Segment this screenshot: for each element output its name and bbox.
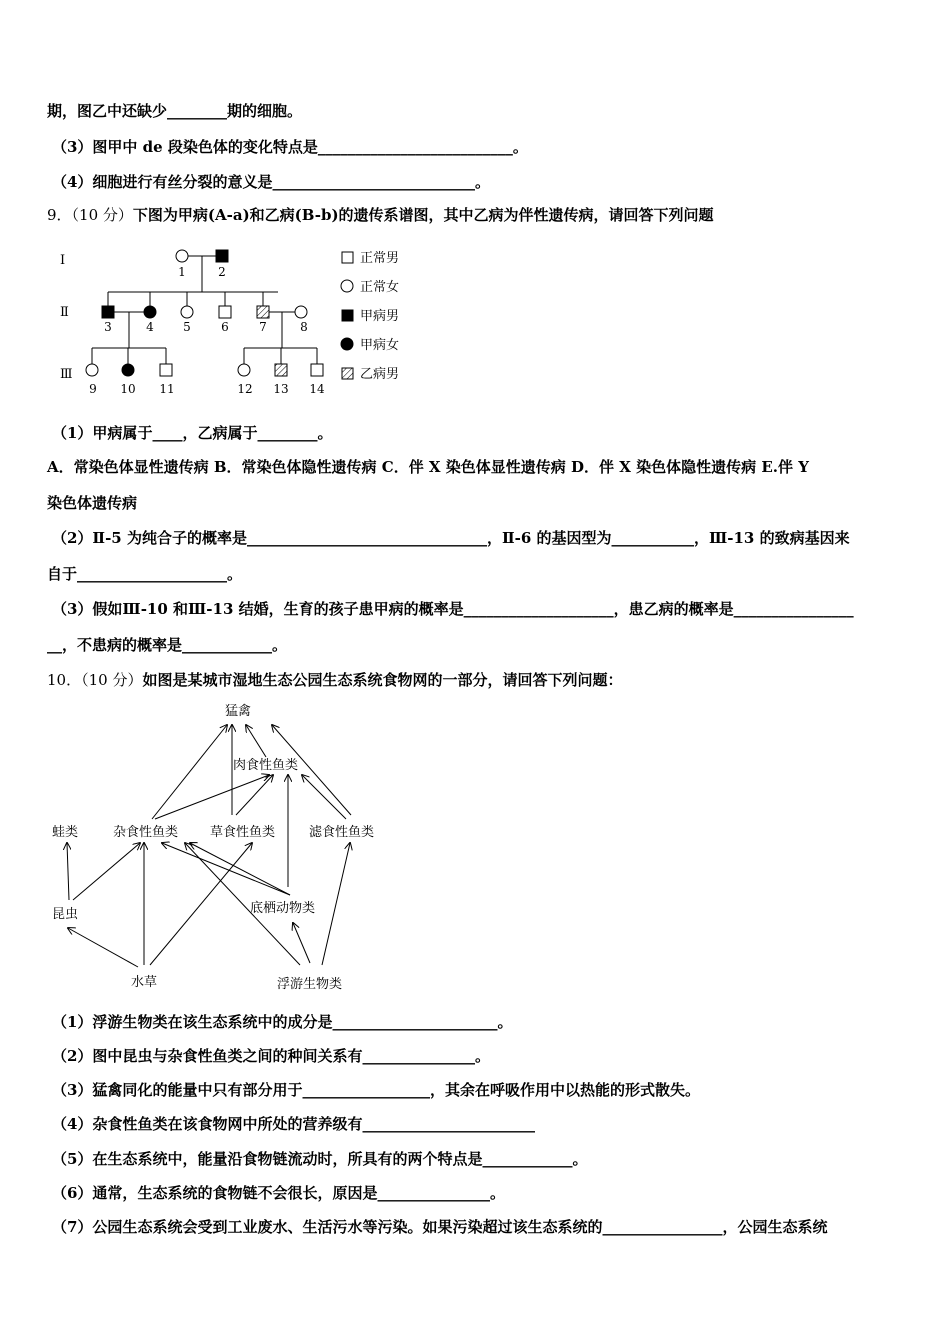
label-14: 14 <box>309 382 325 396</box>
arrow-benthic-herbivore <box>190 843 290 895</box>
q9-part2-cont: 自于____________________。 <box>47 565 243 583</box>
legend-text-normal-female: 正常女 <box>360 280 400 295</box>
individual-2 <box>216 250 228 262</box>
arrow-plant-insect <box>68 928 138 967</box>
individual-5 <box>181 306 193 318</box>
text-line-2: （3）图甲中 de 段染色体的变化特点是__________________________。 <box>52 138 528 156</box>
node-frog: 蛙类 <box>52 825 79 840</box>
arrow-plankton-filter <box>322 843 350 965</box>
node-herbivore: 草食性鱼类 <box>210 825 276 840</box>
label-9: 9 <box>89 382 97 396</box>
pedigree-chart <box>50 240 420 400</box>
individual-13 <box>275 364 287 376</box>
label-11: 11 <box>159 382 175 396</box>
label-10: 10 <box>120 382 136 396</box>
q10-part1: （1）浮游生物类在该生态系统中的成分是______________________。 <box>52 1013 513 1031</box>
label-7: 7 <box>259 320 267 334</box>
legend-text-b-male: 乙病男 <box>360 367 400 382</box>
generation-label-3: Ⅲ <box>60 367 73 382</box>
text-line-3: （4）细胞进行有丝分裂的意义是___________________________。 <box>52 173 490 191</box>
arrow-insect-frog <box>67 843 69 900</box>
legend-symbol-normal-male <box>342 252 353 263</box>
arrow-omnivore-carnivore <box>155 775 269 819</box>
legend-symbol-normal-female <box>341 280 353 292</box>
text-line-1: 期，图乙中还缺少________期的细胞。 <box>47 102 303 120</box>
label-2: 2 <box>218 265 226 279</box>
food-web-diagram <box>40 695 400 995</box>
q10-part2: （2）图中昆虫与杂食性鱼类之间的种间关系有_______________。 <box>52 1047 490 1065</box>
label-3: 3 <box>104 320 112 334</box>
q10-part6: （6）通常，生态系统的食物链不会很长，原因是_______________。 <box>52 1184 505 1202</box>
legend-text-a-male: 甲病男 <box>360 309 400 324</box>
individual-10 <box>122 364 134 376</box>
individual-14 <box>311 364 323 376</box>
individual-1 <box>176 250 188 262</box>
q10-part5: （5）在生态系统中，能量沿食物链流动时，所具有的两个特点是____________。 <box>52 1150 588 1168</box>
q9-part1: （1）甲病属于____，乙病属于________。 <box>52 424 333 442</box>
individual-6 <box>219 306 231 318</box>
individual-8 <box>295 306 307 318</box>
question-9-number: 9．（10 分） <box>47 206 133 224</box>
label-8: 8 <box>300 320 308 334</box>
arrow-insect-omnivore <box>73 843 140 900</box>
node-omnivore: 杂食性鱼类 <box>113 825 179 840</box>
q9-options: A．常染色体显性遗传病 B．常染色体隐性遗传病 C．伴 X 染色体显性遗传病 D．伴 X 染色体隐性遗传病 E.伴 Y <box>47 458 809 476</box>
q9-part3: （3）假如Ⅲ-10 和Ⅲ-13 结婚，生育的孩子患甲病的概率是____________________，患乙病的概率是________________ <box>52 600 854 618</box>
individual-7 <box>257 306 269 318</box>
q10-part4: （4）杂食性鱼类在该食物网中所处的营养级有_______________________ <box>52 1115 535 1133</box>
label-4: 4 <box>146 320 154 334</box>
arrow-carnivore-raptor <box>246 725 266 757</box>
question-10-number: 10．（10 分） <box>47 671 143 689</box>
label-6: 6 <box>221 320 229 334</box>
arrow-plankton-benthic <box>293 923 310 963</box>
q9-options-cont: 染色体遗传病 <box>47 494 138 512</box>
node-insect: 昆虫 <box>52 907 79 922</box>
question-10-stem <box>47 670 622 690</box>
node-carnivore: 肉食性鱼类 <box>233 758 299 773</box>
node-plant: 水草 <box>131 975 158 990</box>
q9-part2: （2）Ⅱ-5 为纯合子的概率是________________________________，Ⅱ-6 的基因型为___________，Ⅲ-13 的致病基因来 <box>52 529 850 547</box>
legend-symbol-b-male <box>342 368 353 379</box>
question-9-text: 下图为甲病(A-a)和乙病(B-b)的遗传系谱图，其中乙病为伴性遗传病，请回答下列问题 <box>132 206 714 224</box>
arrow-filter-carnivore <box>302 775 346 819</box>
label-5: 5 <box>183 320 191 334</box>
label-1: 1 <box>178 265 186 279</box>
q9-part3-cont: __，不患病的概率是____________。 <box>47 636 288 654</box>
node-raptor: 猛禽 <box>225 704 252 719</box>
arrow-plant-herbivore <box>150 843 252 965</box>
individual-12 <box>238 364 250 376</box>
generation-label-1: Ⅰ <box>60 253 66 268</box>
individual-3 <box>102 306 114 318</box>
individual-4 <box>144 306 156 318</box>
question-9-stem <box>47 205 714 225</box>
node-plankton: 浮游生物类 <box>277 977 343 992</box>
q10-part7: （7）公园生态系统会受到工业废水、生活污水等污染。如果污染超过该生态系统的________________，公园生态系统 <box>52 1218 828 1236</box>
node-benthic: 底栖动物类 <box>250 901 316 916</box>
node-filter: 滤食性鱼类 <box>309 825 375 840</box>
q10-part3: （3）猛禽同化的能量中只有部分用于_________________，其余在呼吸作用中以热能的形式散失。 <box>52 1081 700 1099</box>
question-10-text: 如图是某城市湿地生态公园生态系统食物网的一部分，请回答下列问题： <box>142 671 623 689</box>
generation-label-2: Ⅱ <box>60 305 69 320</box>
legend-text-normal-male: 正常男 <box>360 251 400 266</box>
individual-11 <box>160 364 172 376</box>
label-12: 12 <box>237 382 253 396</box>
legend-text-a-female: 甲病女 <box>360 338 400 353</box>
legend-symbol-a-female <box>341 338 353 350</box>
legend-symbol-a-male <box>342 310 353 321</box>
individual-9 <box>86 364 98 376</box>
arrow-omnivore-raptor <box>152 725 227 819</box>
label-13: 13 <box>273 382 289 396</box>
